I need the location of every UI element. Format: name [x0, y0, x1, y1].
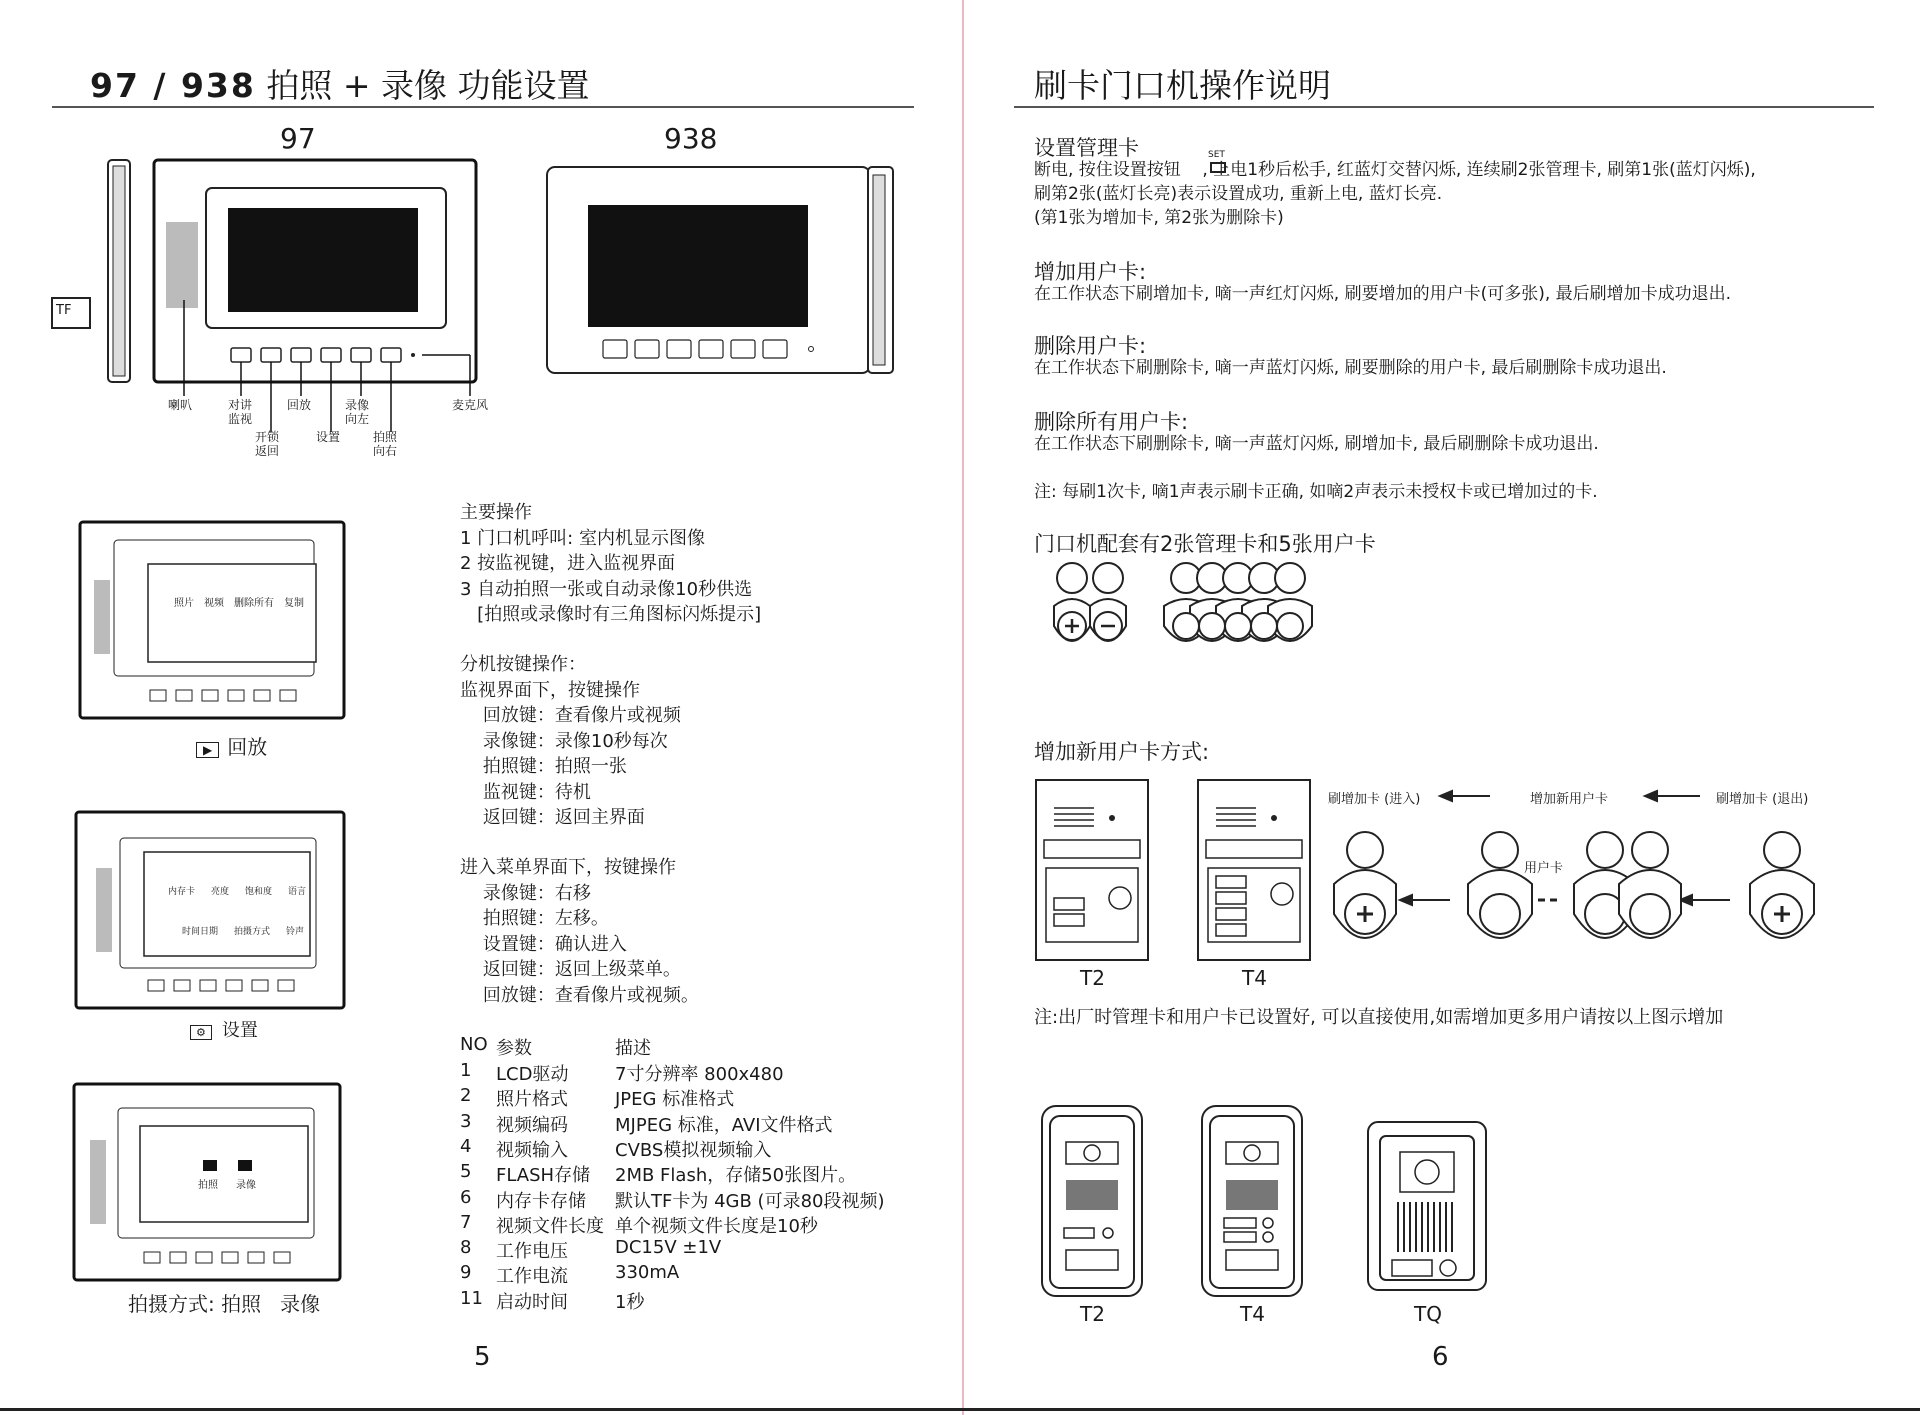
menu-ringtone: 铃声 [286, 927, 305, 937]
callout-unlock-back: 开锁 返回 [255, 430, 280, 458]
spec-cell: DC15V ±1V [615, 1237, 722, 1259]
section-delete-all-body: 在工作状态下刷删除卡, 嘀一声蓝灯闪烁, 刷增加卡, 最后刷删除卡成功退出. [1034, 434, 1599, 454]
playback-caption [196, 731, 267, 760]
callout-photo-right: 拍照 向右 [373, 430, 398, 458]
spec-cell: 工作电流 [496, 1266, 568, 1288]
menu-copy: 复制 [284, 598, 304, 609]
section-add-user-body: 在工作状态下刷增加卡, 嘀一声红灯闪烁, 刷要增加的用户卡(可多张), 最后刷增加卡成功退出. [1034, 284, 1732, 304]
bottom-label-t2: T2 [1080, 1302, 1105, 1326]
flow-label-enter: 刷增加卡 (进入) [1328, 792, 1421, 807]
playback-caption-text: 回放 [227, 735, 268, 759]
key-operations-text: 分机按键操作： 监视界面下，按键操作 回放键：查看像片或视频 录像键：录像10秒每次 拍照键：拍照一张 监视键：待机 返回键：返回主界面 [460, 654, 681, 828]
menu-memory-card: 内存卡 [168, 887, 196, 897]
spec-cell: 启动时间 [496, 1291, 568, 1313]
tf-card-label: TF [56, 303, 72, 318]
spec-cell: 照片格式 [496, 1089, 568, 1111]
spec-cell: 4 [460, 1135, 472, 1157]
left-title-rule [52, 106, 914, 108]
left-page-title [90, 60, 589, 107]
menu-photo: 照片 [174, 598, 194, 609]
spec-cell: 3 [460, 1110, 472, 1132]
cards-included-heading: 门口机配套有2张管理卡和5张用户卡 [1034, 532, 1376, 556]
title-text: 拍照 + 录像 功能设置 [266, 66, 590, 105]
user-card-label: 用户卡 [1524, 861, 1564, 876]
spec-cell: 视频文件长度 [496, 1215, 604, 1237]
section-delete-user-body: 在工作状态下刷删除卡, 嘀一声蓝灯闪烁, 刷要删除的用户卡, 最后刷删除卡成功退出. [1034, 358, 1667, 378]
callout-speaker: 喇叭 [168, 398, 193, 412]
flow-label-exit: 刷增加卡 (退出) [1716, 792, 1809, 807]
unit-label-t2: T2 [1080, 966, 1105, 990]
settings-icon: ⚙ [190, 1025, 212, 1040]
capture-menu-items [198, 1176, 256, 1191]
settings-caption [190, 1016, 258, 1042]
spec-cell: 5 [460, 1161, 472, 1183]
spec-cell: 视频编码 [496, 1114, 568, 1136]
spec-cell: 8 [460, 1237, 472, 1259]
bottom-label-t4: T4 [1240, 1302, 1265, 1326]
spec-cell: 视频输入 [496, 1139, 568, 1161]
spec-table [460, 1034, 900, 1314]
set-button-icon [1210, 162, 1226, 173]
callout-talk-monitor: 对讲 监视 [228, 398, 253, 426]
section-admin-card-body: 断电, 按住设置按钮 , 上电1秒后松手, 红蓝灯交替闪烁, 连续刷2张管理卡, 刷第1张(蓝灯闪烁), 刷第2张(蓝灯长亮)表示设置成功, 重新上电, 蓝灯长亮. (第1张为增加卡, 第2张为删除卡) [1034, 160, 1756, 228]
menu-operations-text: 进入菜单界面下，按键操作 录像键：右移 拍照键：左移。 设置键：确认进入 返回键：返回上级菜单。 回放键：查看像片或视频。 [460, 857, 699, 1006]
right-title-rule [1014, 106, 1874, 108]
spec-cell: 1秒 [615, 1291, 645, 1313]
play-icon: ▶ [196, 742, 219, 758]
model-97-label: 97 [280, 122, 316, 155]
spec-cell: 内存卡存储 [496, 1190, 586, 1212]
menu-saturation: 饱和度 [245, 887, 273, 897]
spec-cell: LCD驱动 [496, 1064, 569, 1085]
add-method-heading: 增加新用户卡方式: [1034, 740, 1210, 764]
menu-capture-mode: 拍摄方式 [234, 927, 271, 937]
settings-menu-row1 [168, 884, 306, 897]
spec-header-no: NO [460, 1034, 488, 1055]
door-units-diagram [1034, 778, 1274, 962]
menu-datetime: 时间日期 [182, 927, 219, 937]
bottom-label-tq: TQ [1414, 1302, 1442, 1326]
settings-menu-row2 [182, 924, 304, 937]
factory-note: 注:出厂时管理卡和用户卡已设置好, 可以直接使用,如需增加更多用户请按以上图示增加 [1034, 1007, 1724, 1028]
menu-record-video: 录像 [236, 1180, 256, 1191]
settings-caption-text: 设置 [221, 1020, 258, 1041]
bottom-units-diagram [1040, 1104, 1500, 1300]
menu-language: 语言 [288, 887, 307, 897]
playback-menu-items [174, 594, 304, 609]
callout-record-left: 录像 向左 [345, 398, 370, 426]
spec-cell: MJPEG 标准，AVI文件格式 [615, 1114, 833, 1136]
menu-brightness: 亮度 [211, 887, 230, 897]
right-page-title: 刷卡门口机操作说明 [1034, 66, 1331, 105]
spec-cell: JPEG 标准格式 [615, 1089, 735, 1111]
spec-cell: 9 [460, 1262, 472, 1284]
device-938-diagram [545, 165, 905, 377]
spec-cell: 7寸分辨率 800x480 [615, 1064, 784, 1085]
spec-header-param: 参数 [496, 1038, 532, 1059]
add-flow-illustration [1320, 784, 1880, 954]
spec-cell: 2MB Flash，存储50张图片。 [615, 1165, 857, 1187]
right-page-number: 6 [1432, 1342, 1449, 1372]
section-delete-user-heading: 删除用户卡: [1034, 334, 1147, 358]
callout-microphone: 麦克风 [452, 398, 489, 412]
section-admin-card-heading: 设置管理卡 [1034, 136, 1139, 160]
menu-delete-all: 删除所有 [234, 598, 274, 609]
page-divider [962, 0, 964, 1415]
bottom-border [0, 1408, 1920, 1411]
flow-label-add-new: 增加新用户卡 [1530, 792, 1609, 807]
callout-settings: 设置 [316, 430, 341, 444]
key-cards-illustration [1040, 560, 1380, 660]
spec-cell: 11 [460, 1287, 483, 1309]
spec-header-desc: 描述 [615, 1038, 651, 1059]
spec-cell: FLASH存储 [496, 1165, 591, 1187]
spec-cell: 单个视频文件长度是10秒 [615, 1215, 818, 1237]
spec-cell: 6 [460, 1186, 472, 1208]
section-add-user-heading: 增加用户卡: [1034, 260, 1147, 284]
menu-take-photo: 拍照 [198, 1180, 218, 1191]
spec-cell: 工作电压 [496, 1241, 568, 1263]
spec-cell: CVBS模拟视频输入 [615, 1139, 772, 1161]
capture-caption: 拍摄方式: 拍照 录像 [128, 1292, 321, 1316]
spec-cell: 2 [460, 1085, 472, 1107]
settings-screen-diagram [74, 810, 350, 1010]
left-page-number: 5 [474, 1342, 491, 1372]
unit-label-t4: T4 [1242, 966, 1267, 990]
playback-screen-diagram [78, 520, 348, 720]
spec-cell: 330mA [615, 1262, 680, 1284]
section-delete-all-heading: 删除所有用户卡: [1034, 410, 1189, 434]
spec-cell: 默认TF卡为 4GB (可录80段视频) [615, 1190, 885, 1212]
main-operations-text: 主要操作 1 门口机呼叫: 室内机显示图像 2 按监视键，进入监视界面 3 自动拍照一张或自动录像10秒供选 [拍照或录像时有三角图标闪烁提示] [460, 502, 762, 625]
model-938-label: 938 [664, 122, 718, 155]
spec-cell: 1 [460, 1060, 472, 1081]
menu-video: 视频 [204, 598, 224, 609]
note-beep: 注: 每刷1次卡, 嘀1声表示刷卡正确, 如嘀2声表示未授权卡或已增加过的卡. [1034, 482, 1598, 502]
set-icon-label: SET [1208, 150, 1225, 160]
spec-cell: 7 [460, 1211, 472, 1233]
title-models: 97 / 938 [90, 66, 256, 105]
callout-playback: 回放 [287, 398, 312, 412]
